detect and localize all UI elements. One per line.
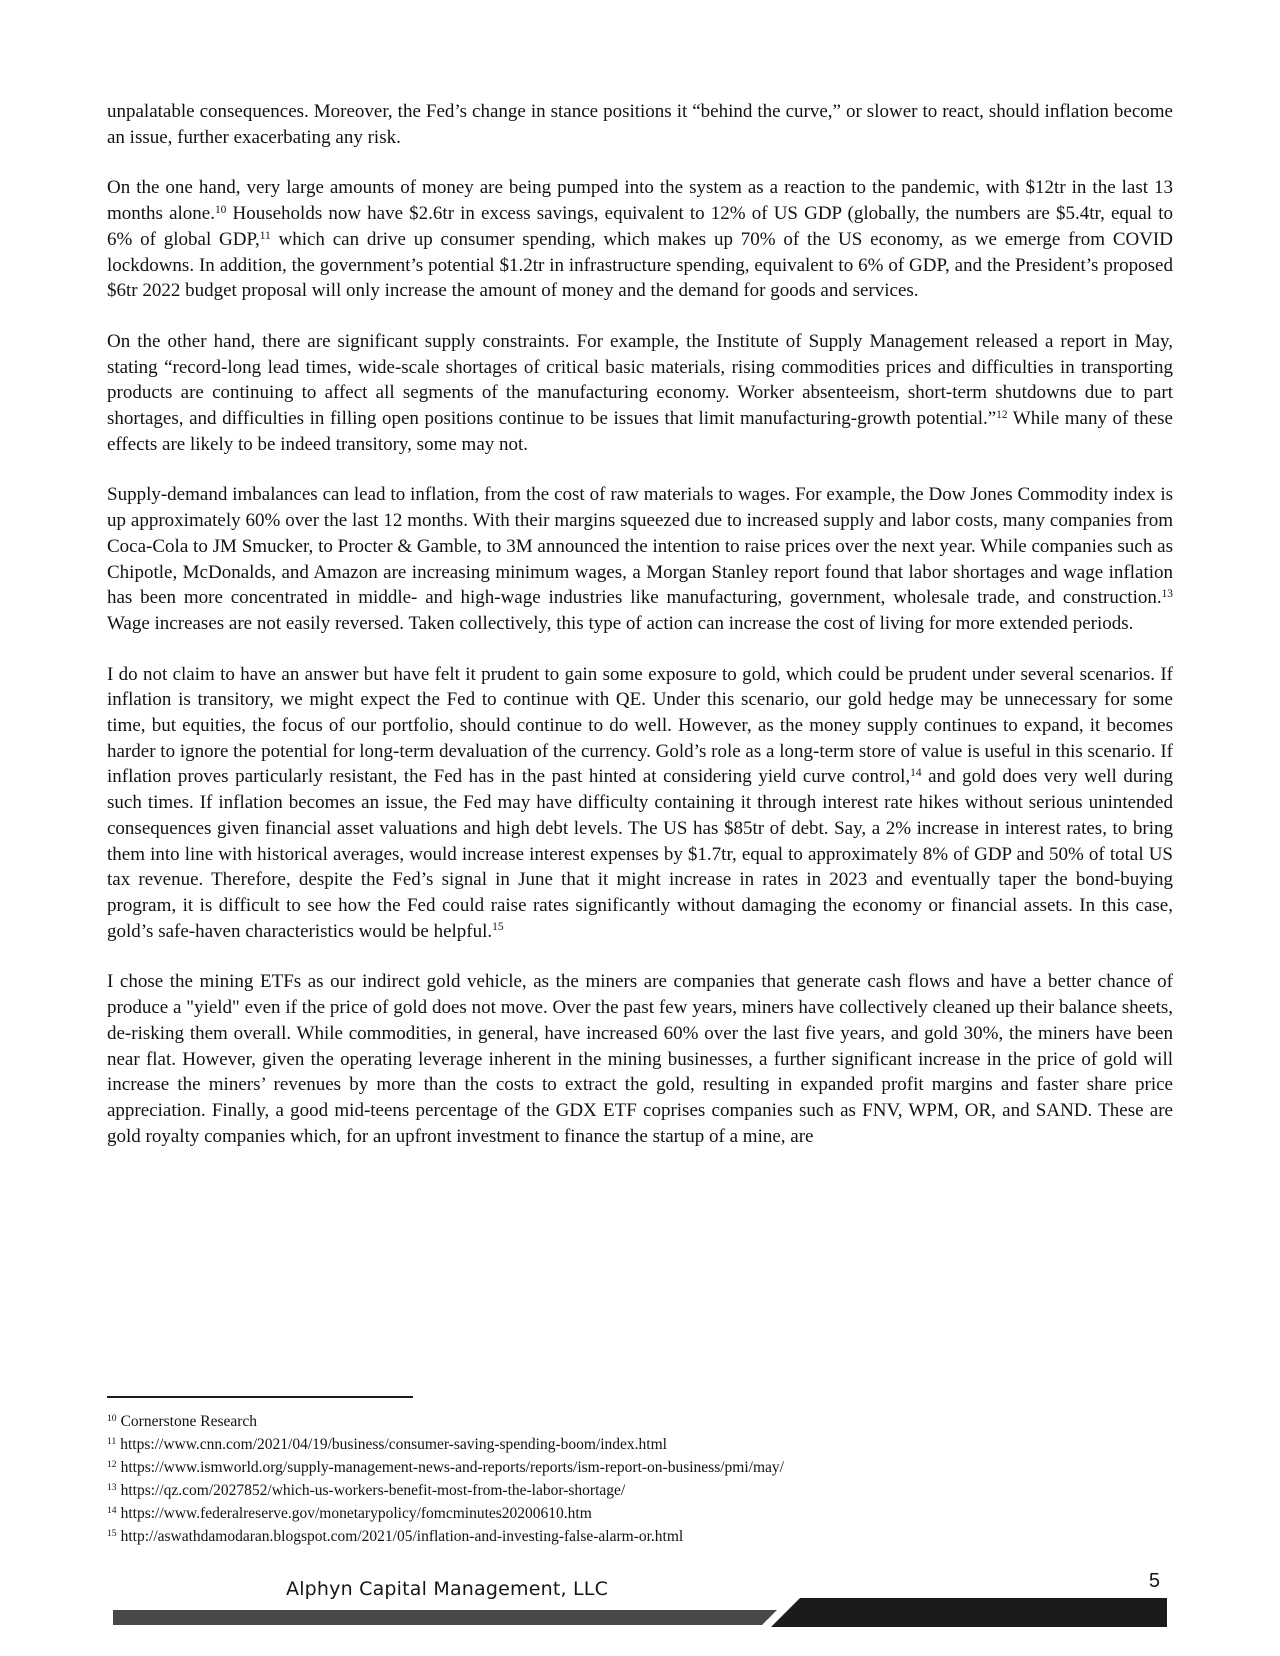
footnote	[107, 1410, 1173, 1433]
document-body	[107, 99, 1173, 1174]
footnote	[107, 1502, 1173, 1525]
footnote	[107, 1525, 1173, 1548]
paragraph: I do not claim to have an answer but have felt it prudent to gain some exposure to gold, which could be prudent under several scenarios. If inflation is transitory, we might expect the Fed to continue with QE. Under this scenario, our gold hedge may be unnecessary for some time, but equities, the focus of our portfolio, should continue to do well. However, as the money supply continues to expand, it becomes harder to ignore the potential for long-term devaluation of the currency. Gold’s role as a long-term store of value is useful in this scenario. If inflation proves particularly resistant, the Fed has in the past hinted at considering yield curve control,$^{14}$ and gold does very well during such times. If inflation becomes an issue, the Fed may have difficulty containing it through interest rate hikes without serious unintended consequences given financial asset valuations and high debt levels. The US has $85tr of debt. Say, a 2% increase in interest rates, to bring them into line with historical averages, would increase interest expenses by $1.7tr, equal to approximately 8% of GDP and 50% of total US tax revenue. Therefore, despite the Fed’s signal in June that it might increase in rates in 2023 and eventually taper the bond-buying program, it is difficult to see how the Fed could raise rates significantly without damaging the economy or financial assets. In this case, gold’s safe-haven characteristics would be helpful.$^{15}$	[107, 663, 1173, 942]
footnote-number: 11	[107, 1435, 117, 1447]
paragraph: Supply-demand imbalances can lead to inflation, from the cost of raw materials to wages. For example, the Dow Jones Commodity index is up approximately 60% over the last 12 months. With their margins squeezed due to increased supply and labor costs, many companies from Coca-Cola to JM Smucker, to Procter & Gamble, to 3M announced the intention to raise prices over the next year. While companies such as Chipotle, McDonalds, and Amazon are increasing minimum wages, a Morgan Stanley report found that labor shortages and wage inflation has been more concentrated in middle- and high-wage industries like manufacturing, government, wholesale trade, and construction.$^{13}$ Wage increases are not easily reversed. Taken collectively, this type of action can increase the cost of living for more extended periods.	[107, 484, 1173, 634]
footnote-text: https://www.cnn.com/2021/04/19/business/consumer-saving-spending-boom/index.html	[120, 1436, 667, 1453]
footnote-number: 14	[107, 1504, 117, 1516]
paragraph: On the other hand, there are significant supply constraints. For example, the Institute of Supply Management released a report in May, stating “record-long lead times, wide-scale shortages of critical basic materials, rising commodities prices and difficulties in transporting products are continuing to affect all segments of the manufacturing economy. Worker absenteeism, short-term shutdowns due to part shortages, and difficulties in filling open positions continue to be issues that limit manufacturing-growth potential.”$^{12}$ While many of these effects are likely to be indeed transitory, some may not.	[107, 330, 1173, 455]
footnotes-section	[107, 1396, 1173, 1548]
paragraph: unpalatable consequences. Moreover, the Fed’s change in stance positions it “behind the curve,” or slower to react, should inflation become an issue, further exacerbating any risk.	[107, 101, 1173, 148]
footnote-ref: 10	[214, 203, 227, 216]
footnote-list	[107, 1410, 1173, 1548]
footnote	[107, 1433, 1173, 1456]
footnote-number: 13	[107, 1481, 117, 1493]
page-number: 5	[1148, 1570, 1160, 1592]
footnote-number: 10	[107, 1412, 117, 1424]
footnote-text: https://qz.com/2027852/which-us-workers-benefit-most-from-the-labor-shortage/	[120, 1482, 626, 1499]
footnote-text: https://www.federalreserve.gov/monetarypolicy/fomcminutes20200610.htm	[120, 1505, 592, 1522]
footnote-separator	[107, 1396, 413, 1398]
footnote-ref: 13	[1161, 587, 1173, 600]
footnote	[107, 1456, 1173, 1479]
footnote-ref: 15	[492, 921, 504, 934]
footer-brand: Alphyn Capital Management, LLC	[286, 1578, 609, 1600]
footnote-ref: 12	[996, 408, 1008, 421]
footnote	[107, 1479, 1173, 1502]
footer-bar-black	[771, 1598, 1167, 1627]
footnote-ref: 14	[910, 767, 922, 780]
paragraph: I chose the mining ETFs as our indirect gold vehicle, as the miners are companies that generate cash flows and have a better chance of produce a "yield" even if the price of gold does not move. Over the past few years, miners have collectively cleaned up their balance sheets, de-risking them overall. While commodities, in general, have increased 60% over the last five years, and gold 30%, the miners have been near flat. However, given the operating leverage inherent in the mining businesses, a further significant increase in the price of gold will increase the miners’ revenues by more than the costs to extract the gold, resulting in expanded profit margins and faster share price appreciation. Finally, a good mid-teens percentage of the GDX ETF coprises companies such as FNV, WPM, OR, and SAND. These are gold royalty companies which, for an upfront investment to finance the startup of a mine, are	[107, 971, 1173, 1147]
footnote-text: https://www.ismworld.org/supply-management-news-and-reports/reports/ism-report-on-business/pmi/may/	[120, 1459, 784, 1476]
footer-bar-gray	[113, 1610, 777, 1625]
footnote-text: Cornerstone Research	[120, 1413, 258, 1430]
footnote-text: http://aswathdamodaran.blogspot.com/2021/05/inflation-and-investing-false-alarm-or.html	[120, 1528, 684, 1545]
footnote-number: 12	[107, 1458, 117, 1470]
footnote-ref: 11	[259, 229, 271, 242]
footnote-number: 15	[107, 1527, 117, 1539]
paragraph: On the one hand, very large amounts of money are being pumped into the system as a reaction to the pandemic, with $12tr in the last 13 months alone.$^{10}$ Households now have $2.6tr in excess savings, equivalent to 12% of US GDP (globally, the numbers are $5.4tr, equal to 6% of global GDP,$^{11}$ which can drive up consumer spending, which makes up 70% of the US economy, as we emerge from COVID lockdowns. In addition, the government’s potential $1.2tr in infrastructure spending, equivalent to 6% of GDP, and the President’s proposed $6tr 2022 budget proposal will only increase the amount of money and the demand for goods and services.	[107, 177, 1173, 302]
